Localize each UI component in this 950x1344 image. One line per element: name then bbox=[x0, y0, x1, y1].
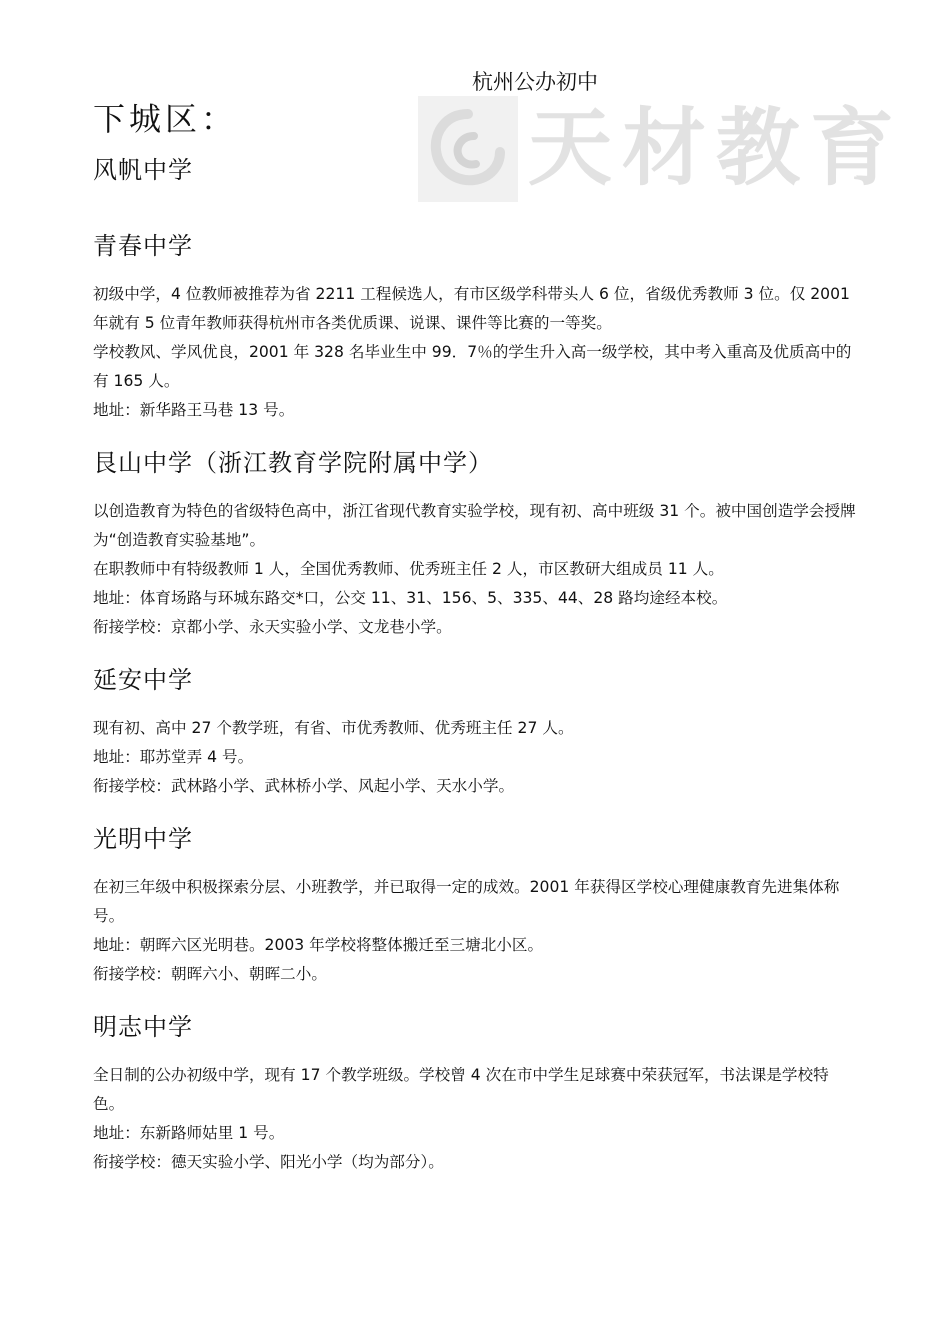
school-feeder: 衔接学校：武林路小学、武林桥小学、风起小学、天水小学。 bbox=[93, 777, 515, 795]
school-address: 地址：东新路师姑里 1 号。 bbox=[93, 1124, 285, 1142]
watermark-text: 天材教育 bbox=[528, 99, 905, 197]
school-paragraph: 全日制的公办初级中学，现有 17 个教学班级。学校曾 4 次在市中学生足球赛中荣获冠军，书法课是学校特色。 bbox=[93, 1066, 829, 1113]
school-name: 延安中学 bbox=[93, 666, 193, 694]
school-feeder: 衔接学校：德天实验小学、阳光小学（均为部分）。 bbox=[93, 1153, 444, 1171]
school-name: 青春中学 bbox=[93, 232, 193, 260]
school-section-qingchun bbox=[93, 226, 858, 425]
school-address: 地址：体育场路与环城东路交*口，公交 11、31、156、5、335、44、28 路均途经本校。 bbox=[93, 589, 728, 607]
school-paragraph: 学校教风、学风优良，2001 年 328 名毕业生中 99．7％的学生升入高一级学校，其中考入重高及优质高中的有 165 人。 bbox=[93, 343, 852, 390]
school-paragraph: 在职教师中有特级教师 1 人，全国优秀教师、优秀班主任 2 人，市区教研大组成员 11 人。 bbox=[93, 560, 724, 578]
school-feeder: 衔接学校：京都小学、永天实验小学、文龙巷小学。 bbox=[93, 618, 452, 636]
school-section-fengfan bbox=[93, 150, 858, 190]
school-name: 风帆中学 bbox=[93, 156, 193, 184]
school-section-mingzhi bbox=[93, 1007, 858, 1177]
school-section-guangming bbox=[93, 819, 858, 989]
school-list bbox=[93, 150, 858, 1195]
page-title: 杭州公办初中 bbox=[472, 70, 598, 94]
school-paragraph: 在初三年级中积极探索分层、小班教学，并已取得一定的成效。2001 年获得区学校心理健康教育先进集体称号。 bbox=[93, 878, 840, 925]
school-section-genshan bbox=[93, 443, 858, 642]
school-paragraph: 现有初、高中 27 个教学班，有省、市优秀教师、优秀班主任 27 人。 bbox=[93, 719, 574, 737]
school-name: 明志中学 bbox=[93, 1013, 193, 1041]
school-address: 地址：朝晖六区光明巷。2003 年学校将整体搬迁至三塘北小区。 bbox=[93, 936, 544, 954]
school-address: 地址：新华路王马巷 13 号。 bbox=[93, 401, 295, 419]
school-section-yanan bbox=[93, 660, 858, 801]
school-paragraph: 以创造教育为特色的省级特色高中，浙江省现代教育实验学校，现有初、高中班级 31 个。被中国创造学会授牌为“创造教育实验基地”。 bbox=[93, 502, 856, 549]
school-address: 地址：耶苏堂弄 4 号。 bbox=[93, 748, 254, 766]
district-heading: 下城区： bbox=[93, 100, 238, 138]
school-name: 光明中学 bbox=[93, 825, 193, 853]
school-name: 艮山中学（浙江教育学院附属中学） bbox=[93, 449, 493, 477]
school-feeder: 衔接学校：朝晖六小、朝晖二小。 bbox=[93, 965, 327, 983]
school-paragraph: 初级中学，4 位教师被推荐为省 2211 工程候选人，有市区级学科带头人 6 位，省级优秀教师 3 位。仅 2001 年就有 5 位青年教师获得杭州市各类优质课、说课、课件等比赛的一等奖。 bbox=[93, 285, 850, 332]
